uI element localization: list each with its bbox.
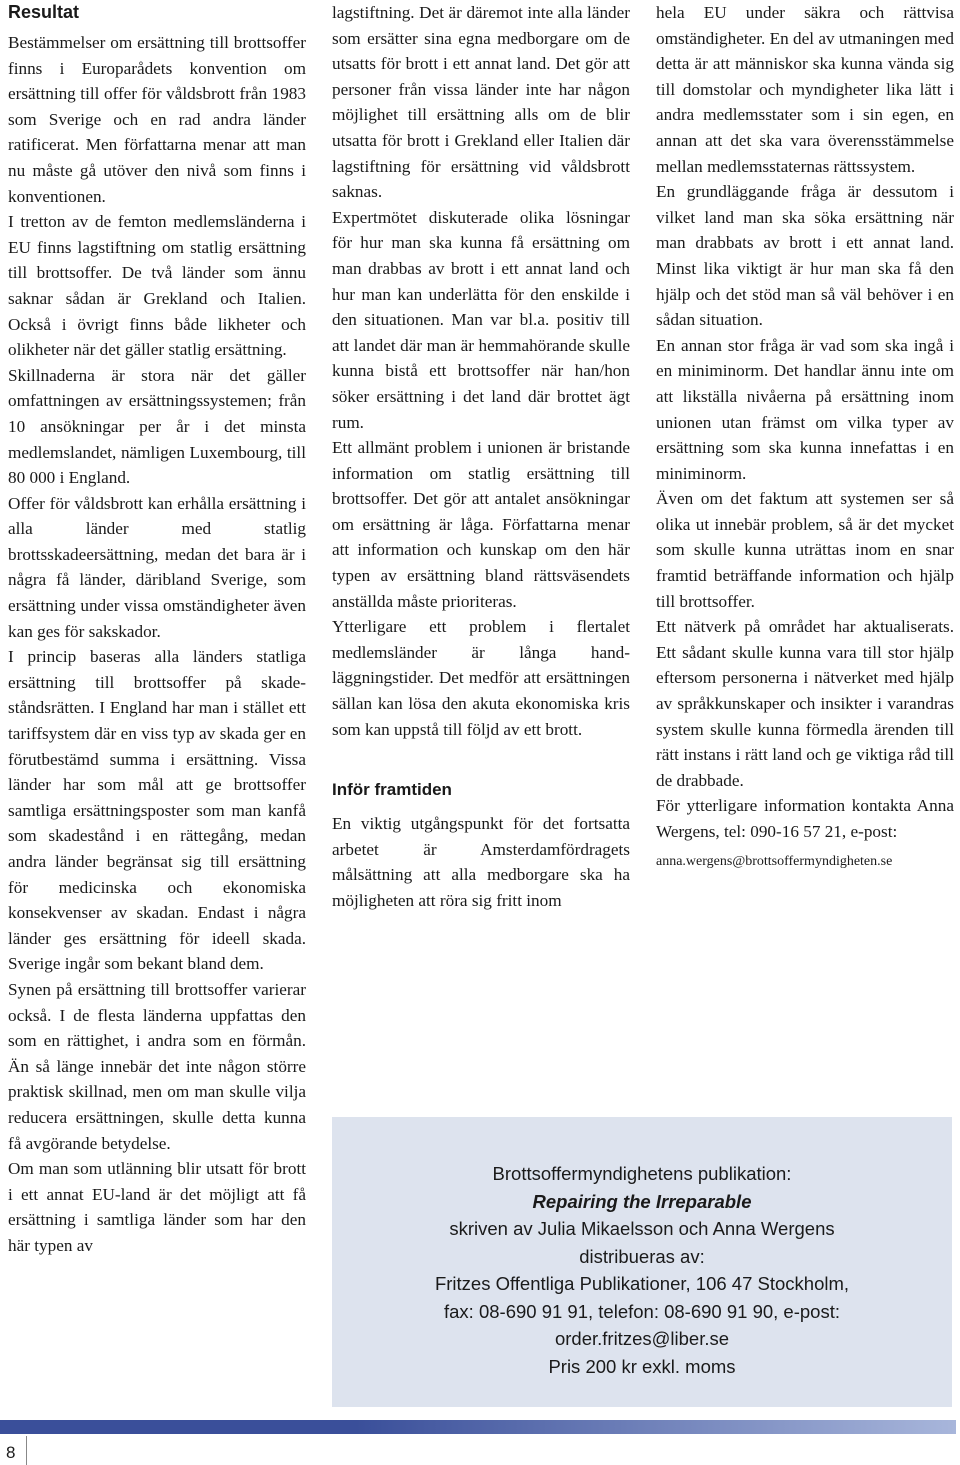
publication-info-box	[332, 1117, 952, 1407]
paragraph: I tretton av de femton medlemsländerna i EU finns lagstiftning om statlig ersättning till brottsoffer. De två länder som ännu saknar sådan är Grekland och Italien. Också i övrigt finns både likheter och olikheter när det gäller statlig ersättning.	[8, 212, 306, 360]
paragraph: Ytterligare ett problem i flertalet medlemsländer är långa handläggningstider. Det medför att ersättningen sällan kan lösa den akuta ekonomiska kris som kan uppstå till följd av ett brott.	[332, 617, 630, 739]
section-heading-resultat: Resultat	[8, 2, 80, 22]
column-2	[332, 0, 630, 914]
column-1	[8, 0, 306, 1259]
paragraph: Ett allmänt problem i unionen är bristande information om statlig ersättning till brottsoffer. Det gör att antalet ansökningar om ersättning är låga. Författarna menar att information och kunskap om den här typen av ersättning bland rättsväsendets anställda måste prioriteras.	[332, 438, 630, 611]
paragraph: Synen på ersättning till brottsoffer varierar också. I de flesta länderna uppfattas den som en rättighet, i andra som en förmån. Än så länge innebär det inte någon större praktisk skillnad, men om man skulle vilja reducera ersättningen, skulle detta kunna få avgörande betydelse.	[8, 979, 306, 1153]
price-line: Pris 200 kr exkl. moms	[548, 1355, 736, 1377]
footer-bar	[0, 1420, 956, 1434]
paragraph: Expertmötet diskuterade olika lösningar för hur man ska kunna få ersättning om man drabbas av brott i ett annat land och hur man kan underlätta för den enskilde i den situationen. Man var bl.a. positiv till att landet där man är hemmahörande skulle kunna bistå ett brottsoffer när han/hon söker ersättning i det land där brottet ägt rum.	[332, 207, 630, 432]
paragraph: En viktig utgångspunkt för det fortsatta arbetet är Amsterdamfördragets målsättning att alla medborgare ska ha möjligheten att röra sig fritt inom	[332, 814, 630, 910]
info-line: fax: 08-690 91 91, telefon: 08-690 91 90, e-post:	[444, 1300, 840, 1322]
paragraph: En grundläggande fråga är dessutom i vilket land man ska söka ersättning när man drabbats av brott i ett annat land. Minst lika viktigt är hur man ska få den hjälp och det stöd man så väl behöver i en sådan situation.	[656, 182, 954, 330]
margin-rule	[26, 1436, 27, 1465]
footer-bar-gradient	[356, 1420, 956, 1434]
paragraph: Skillnaderna är stora när det gäller omfattningen av ersättningssystemen; från 10 ansökningar per år i det minsta medlemslandet, nämligen Luxembourg, till 80 000 i England.	[8, 365, 306, 488]
column-3	[656, 0, 954, 874]
page-number: 8	[6, 1443, 16, 1462]
publication-title: Repairing the Irreparable	[532, 1190, 752, 1212]
info-line: skriven av Julia Mikaelsson och Anna Wergens	[449, 1218, 835, 1239]
paragraph: En annan stor fråga är vad som ska ingå i en miniminorm. Det handlar ännu inte om att likställa nivåerna på ersättning inom unionen utan främst om vilka typer av ersättning som ska kunna innefattas i en miniminorm.	[656, 335, 954, 483]
paragraph: hela EU under säkra och rättvisa omständigheter. En del av utmaningen med detta är att människor ska kunna vända sig till domstolar och myndigheter lika lätt i andra medlemsstater som i sin egen, en annan att det ska vara överensstämmelse mellan medlemsstaternas rättssystem.	[656, 3, 954, 176]
paragraph: Ett nätverk på området har aktualiserats. Ett sådant skulle kunna vara till stor hjälp eftersom personerna i nätverket med hjälp av språkkunskaper och insikter i varandras system skulle kunna förmedla ärenden till rätt instans i rätt land och ge viktiga råd till de drabbade.	[656, 617, 954, 790]
paragraph: Offer för våldsbrott kan erhålla ersättning i alla länder med statlig brottsskadeersättning, medan det bara är i några få länder, däribland Sverige, som ersättning under vissa omständigheter även kan ges för sakskador.	[8, 493, 306, 641]
info-line: distribueras av:	[579, 1245, 705, 1267]
paragraph: lagstiftning. Det är däremot inte alla länder som ersätter sina egna medborgare om de utsatts för brott i ett annat land. Det gör att personer från vissa länder inte har någon möjlighet till ersättning alls om de blir utsatta för brott i Grekland eller Italien där lagstiftning för ersättning vid våldsbrott saknas.	[332, 3, 630, 202]
paragraph: Bestämmelser om ersättning till brottsoffer finns i Europarådets konvention om ersättning till offer för våldsbrott från 1983 som Sverige och en rad andra länder ratificerat. Men författarna menar att man nu måste gå utöver den nivå som finns i konventionen.	[8, 33, 306, 206]
paragraph: Om man som utlänning blir utsatt för brott i ett annat EU-land är det möjligt att få ersättning i samtliga länder som har den här typen av	[8, 1159, 306, 1255]
order-email-link[interactable]: order.fritzes@liber.se	[554, 1328, 730, 1349]
info-line: Fritzes Offentliga Publikationer, 106 47 Stockholm,	[434, 1273, 850, 1294]
paragraph: För ytterligare information kontakta Anna Wergens, tel: 090-16 57 21, e-post:	[656, 796, 954, 841]
section-heading-infor-framtiden: Inför framtiden	[332, 780, 452, 800]
paragraph: Även om det faktum att systemen ser så olika ut innebär problem, så är det mycket som skulle kunna uträttas inom en snar framtid beträffande information och hjälp till brottsoffer.	[656, 489, 954, 611]
info-line: Brottsoffermyndighetens publikation:	[492, 1163, 792, 1184]
contact-email-link[interactable]: anna.wergens@brottsoffermyndigheten.se	[656, 853, 893, 869]
paragraph: I princip baseras alla länders statliga ersättning till brottsoffer på skadeståndsrätten. I England har man i stället ett tariffsystem där en viss typ av skada ger en förutbestämd summa i ersättning. Vissa länder har som mål att ge brottsoffer samtliga ersättningsposter som man kanfå som skadestånd i en rättegång, medan andra länder begränsat sig till ersättning för medicinska och ekonomiska konsekvenser av skadan. Endast i några länder ges ersättning för ideell skada. Sverige ingår som bekant bland dem.	[8, 647, 306, 974]
